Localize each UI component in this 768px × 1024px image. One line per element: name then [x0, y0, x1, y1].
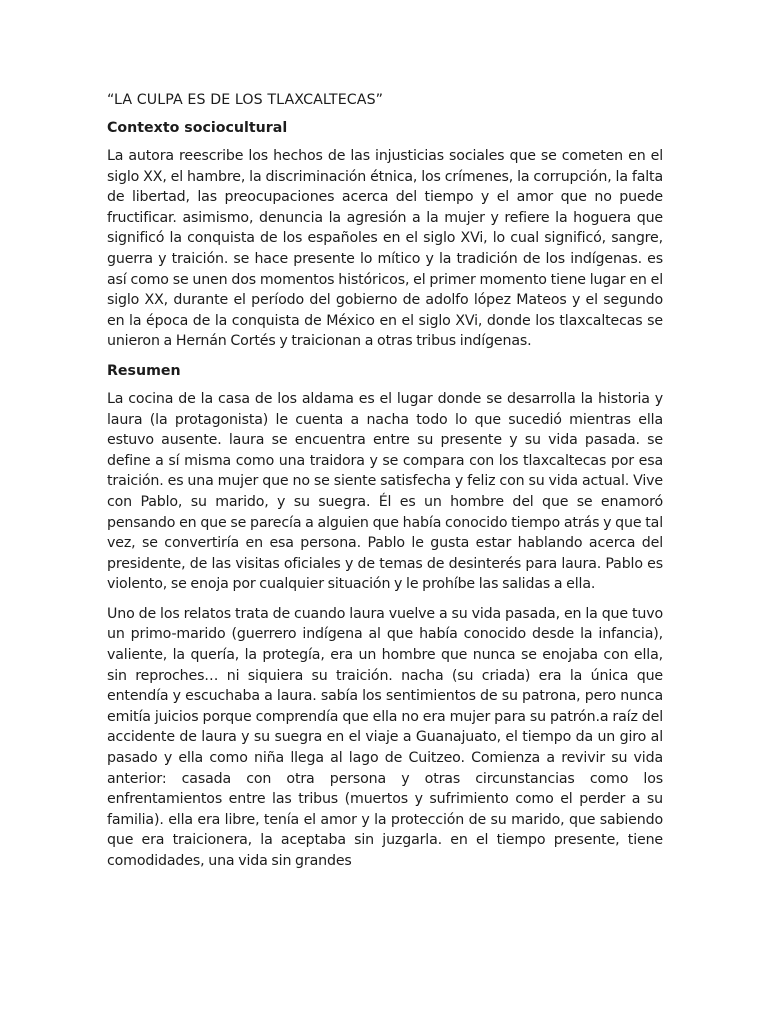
- section-heading-summary: Resumen: [107, 362, 181, 379]
- document-page: [107, 90, 663, 881]
- summary-paragraph-2: Uno de los relatos trata de cuando laura vuelve a su vida pasada, en la que tuvo un primo-marido (guerrero indígena al que había conocido desde la infancia), valiente, la quería, la protegía, era un hombre que nunca se enojaba con ella, sin reproches… ni siquiera su traición. nacha (su criada) era la única que entendía y escuchaba a laura. sabía los sentimientos de su patrona, pero nunca emitía juicios porque comprendía que ella no era mujer para su patrón.a raíz del accidente de laura y su suegra en el viaje a Guanajuato, el tiempo da un giro al pasado y ella como niña llega al lago de Cuitzeo. Comienza a revivir su vida anterior: casada con otra persona y otras circunstancias como los enfrentamientos entre las tribus (muertos y sufrimiento como el perder a su familia). ella era libre, tenía el amor y la protección de su marido, que sabiendo que era traicionera, la aceptaba sin juzgarla. en el tiempo presente, tiene comodidades, una vida sin grandes: [107, 605, 663, 869]
- section-heading-context: Contexto sociocultural: [107, 120, 288, 136]
- context-paragraph: La autora reescribe los hechos de las injusticias sociales que se cometen en el siglo XX, el hambre, la discriminación étnica, los crímenes, la corrupción, la falta de libertad, las preocupaciones acerca del tiempo y el amor que no puede fructificar. asimismo, denuncia la agresión a la mujer y refiere la hoguera que significó la conquista de los españoles en el siglo XVi, lo cual significó, sangre, guerra y traición. se hace presente lo mítico y la tradición de los indígenas. es así como se unen dos momentos históricos, el primer momento tiene lugar en el siglo XX, durante el período del gobierno de adolfo lópez Mateos y el segundo en la época de la conquista de México en el siglo XVi, donde los tlaxcaltecas se unieron a Hernán Cortés y traicionan a otras tribus indígenas.: [107, 148, 663, 350]
- summary-paragraph-1: La cocina de la casa de los aldama es el lugar donde se desarrolla la historia y laura (la protagonista) le cuenta a nacha todo lo que sucedió mientras ella estuvo ausente. laura se encuentra entre su presente y su vida pasada. se define a sí misma como una traidora y se compara con los tlaxcaltecas por esa traición. es una mujer que no se siente satisfecha y feliz con su vida actual. Vive con Pablo, su marido, y su suegra. Él es un hombre del que se enamoró pensando en que se parecía a alguien que había conocido tiempo atrás y que tal vez, se convertiría en esa persona. Pablo le gusta estar hablando acerca del presidente, de las visitas oficiales y de temas de desinterés para laura. Pablo es violento, se enoja por cualquier situación y le prohíbe las salidas a ella.: [107, 390, 663, 593]
- document-title: “LA CULPA ES DE LOS TLAXCALTECAS”: [107, 92, 384, 108]
